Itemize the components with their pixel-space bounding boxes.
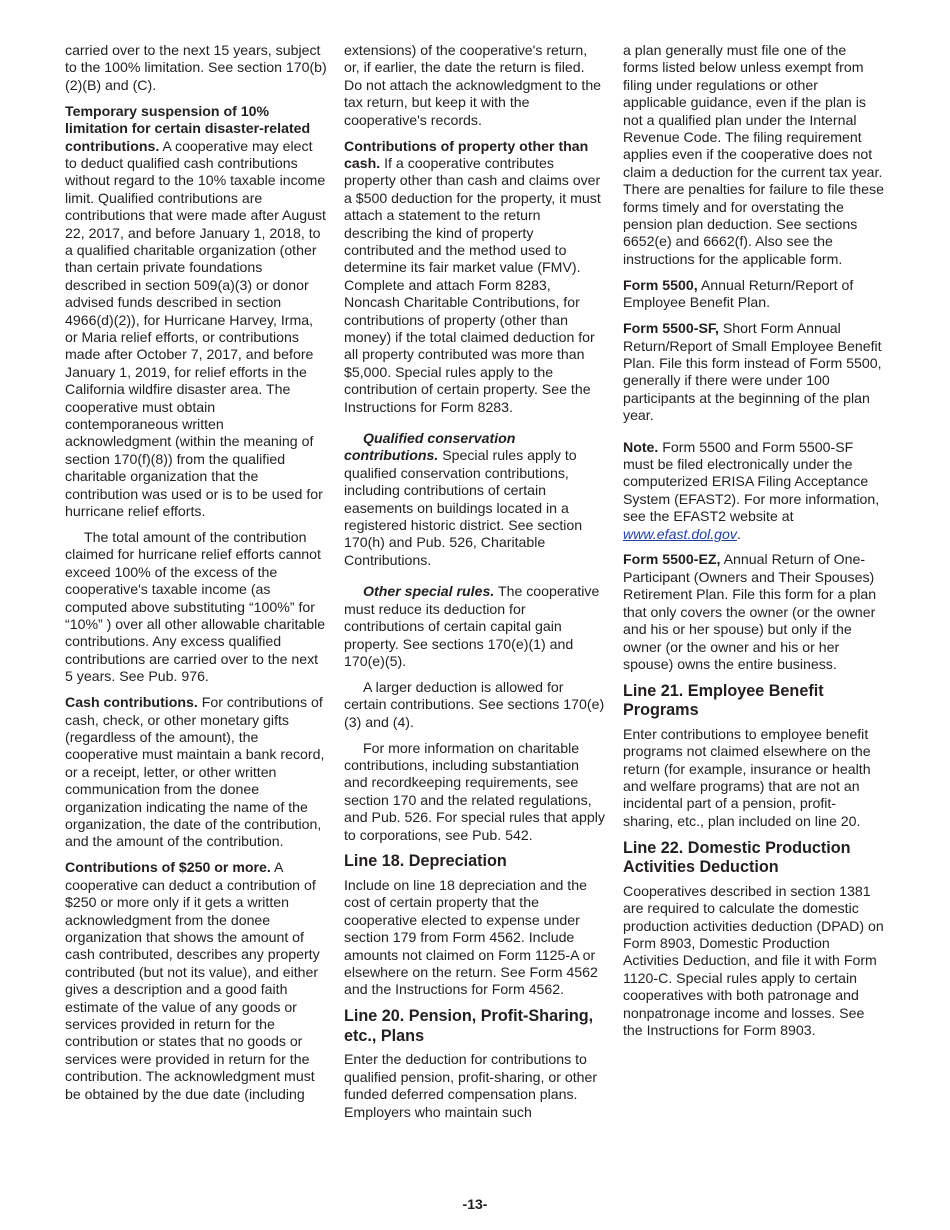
paragraph: extensions) of the cooperative's return, or, if earlier, the date the return is filed. Do not attach the acknowledgment to the tax return, but keep it with the cooperative's records. <box>344 42 602 128</box>
paragraph: carried over to the next 15 years, subject to the 100% limitation. See section 170(b)(2)(B) and (C). <box>65 42 327 93</box>
run-in-heading: Form 5500-SF, <box>623 320 719 337</box>
run-in-heading: Note. <box>623 438 659 455</box>
section-heading-line-22: Line 22. Domestic Production Activities Deduction <box>623 838 851 877</box>
section-heading-line-21: Line 21. Employee Benefit Programs <box>623 681 824 720</box>
paragraph-body: Short Form Annual Return/Report of Small Employee Benefit Plan. File this form instead of Form 5500, generally if there were under 100 participants at the beginning of the plan year. <box>623 320 882 424</box>
paragraph <box>65 103 327 521</box>
run-in-heading: Contributions of $250 or more. <box>65 859 271 876</box>
paragraph-body: Annual Return of One-Participant (Owners and Their Spouses) Retirement Plan. File this form for a plan that only covers the owner (or the owner and his or her spouse) but only if the owner (or the owner and his or her spouse) owns the entire business. <box>623 551 877 672</box>
paragraph: Note. Form 5500 and Form 5500-SF must be filed electronically under the computerized ERISA Filing Acceptance System (EFAST2). For more information, see the EFAST2 website at www.efast.dol.gov. <box>623 438 880 542</box>
paragraph: Enter the deduction for contributions to qualified pension, profit-sharing, or other funded deferred compensation plans. Employers who maintain such <box>344 1051 598 1120</box>
paragraph <box>623 320 885 424</box>
paragraph-body: A cooperative may elect to deduct qualified cash contributions without regard to the 10% taxable income limit. Qualified contributions are contributions that were made after August 22, 2017, and before January 1, 2018, to a qualified charitable organization (other than certain private foundations described in section 509(a)(3) or donor advised funds described in section 4966(d)(2)), for Hurricane Harvey, Irma, or Maria relief efforts, or contributions made after October 7, 2017, and before January 1, 2019, for relief efforts in the California wildfire disaster area. The cooperative must obtain contemporaneous written acknowledgment (within the meaning of section 170(f)(8)) from the qualified charitable organization that the contribution was used or is to be used for hurricane relief efforts. <box>65 137 326 520</box>
section-heading-line-18: Line 18. Depreciation <box>344 852 507 871</box>
paragraph: Include on line 18 depreciation and the cost of certain property that the cooperative elected to expense under section 179 from Form 4562. Include amounts not claimed on Form 1125-A or elsewhere on the return. See Form 4562 and the Instructions for Form 4562. <box>344 876 598 998</box>
paragraph-body: A cooperative can deduct a contribution of $250 or more only if it gets a written acknowledgment from the donee organization that shows the amount of cash contributed, describes any property contributed (but not its value), and either gives a description and a good faith estimate of the value of any goods or services provided in return for the contribution or states that no goods or services were provided in return for the contribution. The acknowledgment must be obtained by the due date (including <box>65 859 320 1102</box>
paragraph: Enter contributions to employee benefit programs not claimed elsewhere on the return (for example, insurance or health and welfare programs) that are not an incidental part of a pension, profit-sharing, etc., plan included on line 20. <box>623 725 871 829</box>
run-in-heading: Cash contributions. <box>65 694 198 711</box>
run-in-heading: Qualified conservation contributions. <box>344 430 516 464</box>
section-heading-line-20: Line 20. Pension, Profit-Sharing, etc., Plans <box>344 1007 594 1045</box>
paragraph <box>65 694 327 851</box>
paragraph <box>623 277 885 312</box>
column-right <box>623 42 885 1048</box>
run-in-heading: Form 5500-EZ, <box>623 551 721 568</box>
run-in-heading: Other special rules. <box>363 583 495 600</box>
run-in-heading: Temporary suspension of 10% limitation for certain disaster-related contributions. <box>65 102 311 154</box>
paragraph-body: Form 5500 and Form 5500-SF must be filed electronically under the computerized ERISA Filing Acceptance System (EFAST2). For more information, see the EFAST2 website at <box>623 438 880 525</box>
column-left <box>65 42 327 1111</box>
paragraph-body: If a cooperative contributes property other than cash and claims over a $500 deduction for the property, it must attach a statement to the return describing the kind of property contributed and the method used to determine its fair market value (FMV). Complete and attach Form 8283, Noncash Charitable Contributions, for contributions of property (other than money) if the total claimed deduction for all property contributed was more than $5,000. Special rules apply to the contribution of certain property. See the Instructions for Form 8283. <box>344 154 601 415</box>
paragraph-body: Special rules apply to qualified conservation contributions, including contributions of certain easements on buildings located in a registered historic district. See section 170(h) and Pub. 526, Charitable Contributions. <box>344 447 583 568</box>
run-in-heading: Form 5500, <box>623 276 698 293</box>
paragraph-body: For contributions of cash, check, or other monetary gifts (regardless of the amount), the cooperative must maintain a bank record, or a receipt, letter, or other written communication from the donee organization indicating the name of the organization, the date of the contribution, and the amount of the contribution. <box>65 694 325 850</box>
paragraph <box>344 430 606 569</box>
paragraph: A larger deduction is allowed for certain contributions. See sections 170(e)(3) and (4). <box>344 678 605 730</box>
paragraph: For more information on charitable contributions, including substantiation and recordkeeping requirements, see section 170 and the related regulations, and Pub. 526. For special rules that apply to corporations, see Pub. 542. <box>344 739 605 843</box>
page-number: -13- <box>462 1196 488 1212</box>
paragraph <box>65 859 327 1103</box>
run-in-heading: Contributions of property other than cash. <box>344 137 589 171</box>
paragraph: The total amount of the contribution claimed for hurricane relief efforts cannot exceed 100% of the excess of the cooperative's taxable income (as computed above substituting “100%” for “10%” ) over all other allowable charitable contributions. Any excess qualified contributions are carried over to the next 5 years. See Pub. 976. <box>65 528 326 685</box>
column-middle <box>344 42 606 1129</box>
paragraph-body: Annual Return/Report of Employee Benefit Plan. <box>623 276 854 311</box>
paragraph <box>344 583 606 670</box>
paragraph-body: The cooperative must reduce its deduction for contributions of certain capital gain property. See sections 170(e)(1) and 170(e)(5). <box>344 583 600 669</box>
efast-website-link[interactable]: www.efast.dol.gov <box>623 525 737 542</box>
paragraph: a plan generally must file one of the forms listed below unless exempt from filing under regulations or other applicable guidance, even if the plan is not a qualified plan under the Internal Revenue Code. The filing requirement applies even if the cooperative does not claim a deduction for the current tax year. There are penalties for failure to file these forms timely and for overstating the pension plan deduction. See sections 6652(e) and 6662(f). Also see the instructions for the applicable form. <box>623 42 884 267</box>
paragraph <box>344 138 606 417</box>
paragraph <box>623 551 885 673</box>
paragraph: Cooperatives described in section 1381 are required to calculate the domestic production activities deduction (DPAD) on Form 8903, Domestic Production Activities Deduction, and file it with Form 1120-C. Special rules apply to certain cooperatives with both patronage and nonpatronage income and losses. See the Instructions for Form 8903. <box>623 882 884 1038</box>
